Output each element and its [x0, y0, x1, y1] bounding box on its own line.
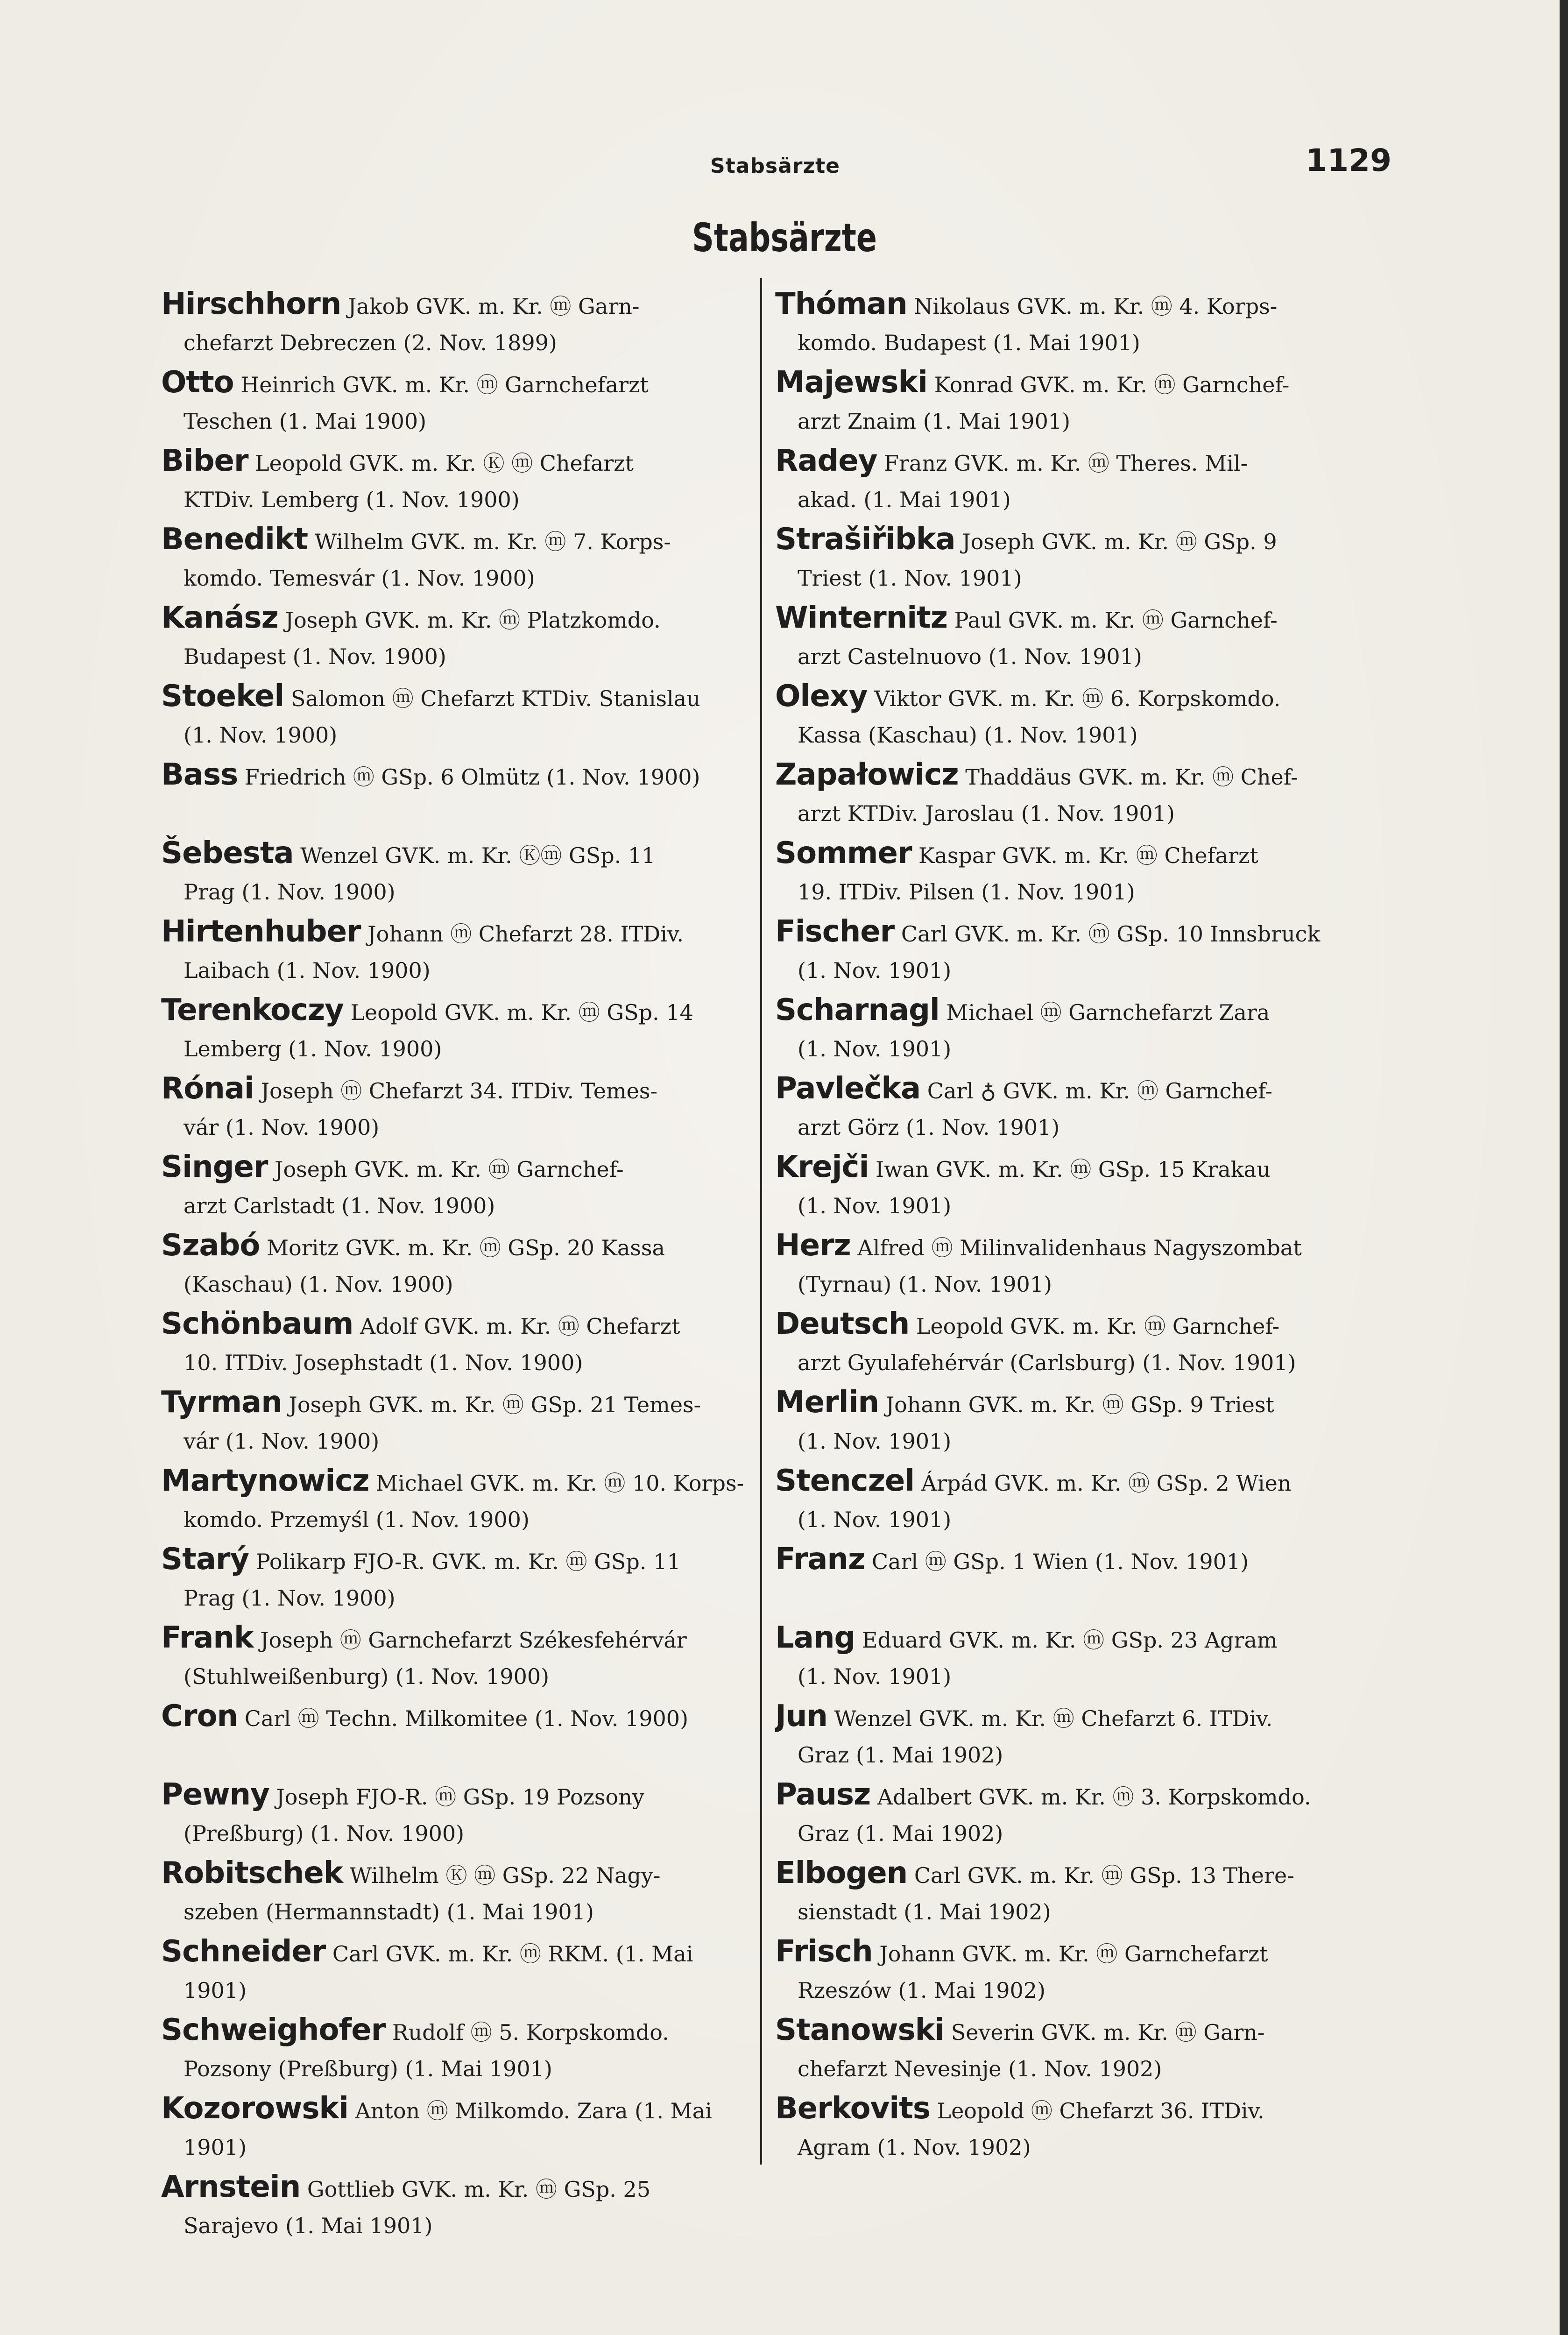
entry-surname: Deutsch [775, 1307, 910, 1341]
register-entry [775, 600, 1373, 678]
entry-first-line [775, 1149, 1373, 1188]
entry-surname: Olexy [775, 679, 868, 714]
entry-surname: Merlin [775, 1385, 879, 1420]
entry-first-line [161, 364, 759, 403]
entry-first-line [161, 1933, 759, 1972]
entry-first-line [775, 600, 1373, 638]
register-entry [161, 1541, 759, 1620]
register-entry [161, 1227, 759, 1306]
entry-continuation: (1. Nov. 1901) [798, 958, 952, 983]
entry-continuation: arzt Castelnuovo (1. Nov. 1901) [798, 644, 1142, 669]
entry-first-line [775, 2090, 1373, 2129]
entry-surname: Fischer [775, 914, 895, 949]
entry-details: Kaspar GVK. m. Kr. ⓜ Chefarzt [918, 843, 1258, 868]
entry-details: Carl GVK. m. Kr. ⓜ GSp. 10 Innsbruck [901, 921, 1321, 947]
entry-details: Alfred ⓜ Milinvalidenhaus Nagyszombat [857, 1235, 1302, 1260]
entry-continuation: Laibach (1. Nov. 1900) [184, 958, 431, 983]
register-entry [161, 364, 759, 443]
register-entry [775, 1541, 1373, 1620]
entry-details: Moritz GVK. m. Kr. ⓜ GSp. 20 Kassa [266, 1235, 665, 1260]
register-entry [775, 521, 1373, 600]
register-entry [161, 443, 759, 521]
entry-continuation: vár (1. Nov. 1900) [184, 1115, 380, 1140]
entry-details: Jakob GVK. m. Kr. ⓜ Garn- [347, 294, 640, 319]
entry-details: Carl ⓜ Techn. Milkomitee (1. Nov. 1900) [244, 1706, 689, 1731]
entry-continuation: Lemberg (1. Nov. 1900) [184, 1036, 442, 1061]
entry-details: Wilhelm GVK. m. Kr. ⓜ 7. Korps- [314, 529, 671, 554]
entry-continuation: (Stuhlweißenburg) (1. Nov. 1900) [184, 1664, 550, 1689]
entry-continuation: Teschen (1. Mai 1900) [184, 409, 427, 434]
entry-continuation: 19. ITDiv. Pilsen (1. Nov. 1901) [798, 879, 1135, 905]
entry-first-line [775, 1227, 1373, 1266]
entry-surname: Martynowicz [161, 1464, 369, 1498]
entry-continuation: (Kaschau) (1. Nov. 1900) [184, 1272, 453, 1297]
entry-first-line [775, 364, 1373, 403]
entry-first-line [161, 600, 759, 638]
entry-continuation: arzt Gyulafehérvár (Carlsburg) (1. Nov. 1901) [798, 1350, 1296, 1375]
entry-first-line [775, 1776, 1373, 1815]
entry-continuation: Sarajevo (1. Mai 1901) [184, 2213, 433, 2238]
entry-surname: Sommer [775, 836, 912, 870]
register-entry [161, 1384, 759, 1463]
entry-continuation: arzt Carlstadt (1. Nov. 1900) [184, 1193, 495, 1218]
entry-surname: Frisch [775, 1934, 873, 1969]
entry-details: Michael ⓜ Garnchefarzt Zara [946, 1000, 1270, 1025]
entry-details: Michael GVK. m. Kr. ⓜ 10. Korps- [376, 1471, 744, 1496]
entry-surname: Thóman [775, 287, 907, 321]
entry-continuation: (1. Nov. 1901) [798, 1429, 952, 1454]
entry-first-line [161, 443, 759, 481]
entry-continuation: (1. Nov. 1901) [798, 1193, 952, 1218]
entry-first-line [775, 1306, 1373, 1344]
register-entry [775, 1698, 1373, 1776]
entry-first-line [161, 2169, 759, 2208]
entry-details: Joseph ⓜ Chefarzt 34. ITDiv. Temes- [261, 1078, 657, 1104]
entry-details: Johann GVK. m. Kr. ⓜ Garnchefarzt [879, 1941, 1268, 1967]
entry-surname: Berkovits [775, 2091, 930, 2126]
left-column [161, 286, 759, 2247]
entry-surname: Pewny [161, 1777, 269, 1812]
register-entry [775, 1227, 1373, 1306]
entry-continuation: (Preßburg) (1. Nov. 1900) [184, 1821, 465, 1846]
entry-first-line [775, 1541, 1373, 1580]
entry-surname: Biber [161, 444, 248, 478]
entry-first-line [161, 286, 759, 325]
register-entry [775, 757, 1373, 835]
entry-continuation: arzt Znaim (1. Mai 1901) [798, 409, 1071, 434]
page-number: 1129 [1306, 142, 1391, 178]
entry-details: Friedrich ⓜ GSp. 6 Olmütz (1. Nov. 1900) [244, 764, 700, 790]
entry-first-line [775, 1620, 1373, 1658]
entry-first-line [775, 1384, 1373, 1423]
entry-surname: Strašiřibka [775, 522, 955, 557]
entry-details: Joseph GVK. m. Kr. ⓜ Garnchef- [275, 1157, 624, 1182]
entry-details: Severin GVK. m. Kr. ⓜ Garn- [951, 2020, 1265, 2045]
entry-surname: Šebesta [161, 836, 294, 870]
entry-continuation: Triest (1. Nov. 1901) [798, 566, 1022, 591]
entry-surname: Pavlečka [775, 1071, 921, 1106]
entry-details: Wenzel GVK. m. Kr. Ⓚⓜ GSp. 11 [300, 843, 656, 868]
entry-details: Carl GVK. m. Kr. ⓜ GSp. 13 There- [914, 1863, 1294, 1888]
entry-details: Wenzel GVK. m. Kr. ⓜ Chefarzt 6. ITDiv. [834, 1706, 1273, 1731]
entry-surname: Cron [161, 1699, 238, 1734]
register-entry [775, 364, 1373, 443]
entry-continuation: 1901) [184, 1978, 247, 2003]
register-entry [775, 1933, 1373, 2012]
entry-details: Joseph GVK. m. Kr. ⓜ GSp. 21 Temes- [289, 1392, 701, 1417]
register-entry [775, 1070, 1373, 1149]
entry-details: Joseph GVK. m. Kr. ⓜ Platzkomdo. [285, 608, 661, 633]
entry-first-line [775, 443, 1373, 481]
column-divider [760, 278, 762, 2165]
entry-details: Árpád GVK. m. Kr. ⓜ GSp. 2 Wien [921, 1471, 1292, 1496]
entry-surname: Hirtenhuber [161, 914, 361, 949]
entry-first-line [775, 2012, 1373, 2051]
entry-details: Leopold GVK. m. Kr. ⓜ GSp. 14 [350, 1000, 693, 1025]
entry-surname: Stanowski [775, 2013, 945, 2047]
entry-details: Carl ⓜ GSp. 1 Wien (1. Nov. 1901) [871, 1549, 1249, 1574]
register-entry [161, 1855, 759, 1933]
register-entry [775, 678, 1373, 757]
entry-continuation: Graz (1. Mai 1902) [798, 1742, 1003, 1768]
right-column [775, 286, 1373, 2169]
register-entry [161, 1620, 759, 1698]
entry-details: Carl GVK. m. Kr. ⓜ RKM. (1. Mai [332, 1941, 693, 1967]
entry-continuation: Budapest (1. Nov. 1900) [184, 644, 446, 669]
register-entry [161, 835, 759, 913]
entry-first-line [161, 757, 759, 795]
entry-first-line [775, 286, 1373, 325]
entry-surname: Terenkoczy [161, 993, 344, 1027]
entry-details: Joseph ⓜ Garnchefarzt Székesfehérvár [260, 1627, 687, 1653]
entry-details: Konrad GVK. m. Kr. ⓜ Garnchef- [934, 372, 1290, 397]
entry-continuation: komdo. Budapest (1. Mai 1901) [798, 330, 1140, 355]
entry-first-line [161, 1776, 759, 1815]
entry-details: Nikolaus GVK. m. Kr. ⓜ 4. Korps- [914, 294, 1278, 319]
entry-first-line [161, 521, 759, 560]
register-entry [775, 1149, 1373, 1227]
entry-first-line [161, 2090, 759, 2129]
register-entry [161, 286, 759, 364]
entry-details: Johann ⓜ Chefarzt 28. ITDiv. [367, 921, 684, 947]
entry-details: Franz GVK. m. Kr. ⓜ Theres. Mil- [884, 451, 1248, 476]
entry-surname: Benedikt [161, 522, 308, 557]
entry-details: Leopold GVK. m. Kr. Ⓚ ⓜ Chefarzt [255, 451, 634, 476]
entry-surname: Scharnagl [775, 993, 939, 1027]
entry-details: Paul GVK. m. Kr. ⓜ Garnchef- [954, 608, 1278, 633]
entry-details: Wilhelm Ⓚ ⓜ GSp. 22 Nagy- [349, 1863, 661, 1888]
entry-surname: Rónai [161, 1071, 254, 1106]
register-entry [161, 1070, 759, 1149]
entry-surname: Otto [161, 365, 234, 400]
register-entry [775, 1306, 1373, 1384]
entry-continuation: (1. Nov. 1901) [798, 1036, 952, 1061]
entry-surname: Singer [161, 1150, 268, 1184]
entry-continuation: Pozsony (Preßburg) (1. Mai 1901) [184, 2056, 552, 2081]
register-entry [775, 992, 1373, 1070]
entry-details: Anton ⓜ Milkomdo. Zara (1. Mai [355, 2098, 712, 2123]
register-entry [161, 1933, 759, 2012]
register-entry [161, 1463, 759, 1541]
entry-details: Iwan GVK. m. Kr. ⓜ GSp. 15 Krakau [876, 1157, 1271, 1182]
entry-continuation: 10. ITDiv. Josephstadt (1. Nov. 1900) [184, 1350, 583, 1375]
entry-first-line [775, 1855, 1373, 1894]
entry-first-line [775, 1698, 1373, 1737]
entry-details: Adolf GVK. m. Kr. ⓜ Chefarzt [360, 1314, 680, 1339]
entry-details: Viktor GVK. m. Kr. ⓜ 6. Korpskomdo. [874, 686, 1281, 711]
entry-continuation: (1. Nov. 1901) [798, 1664, 952, 1689]
entry-surname: Schneider [161, 1934, 326, 1969]
entry-surname: Starý [161, 1542, 249, 1577]
entry-continuation: chefarzt Nevesinje (1. Nov. 1902) [798, 2056, 1162, 2081]
entry-first-line [161, 1227, 759, 1266]
entry-surname: Elbogen [775, 1856, 908, 1890]
entry-details: Gottlieb GVK. m. Kr. ⓜ GSp. 25 [307, 2177, 651, 2202]
entry-continuation: chefarzt Debreczen (2. Nov. 1899) [184, 330, 557, 355]
entry-surname: Stoekel [161, 679, 284, 714]
register-entry [775, 443, 1373, 521]
entry-first-line [161, 1306, 759, 1344]
entry-details: Adalbert GVK. m. Kr. ⓜ 3. Korpskomdo. [877, 1784, 1311, 1810]
entry-first-line [775, 992, 1373, 1031]
entry-surname: Lang [775, 1620, 855, 1655]
entry-continuation: (Tyrnau) (1. Nov. 1901) [798, 1272, 1052, 1297]
entry-surname: Frank [161, 1620, 254, 1655]
entry-continuation: akad. (1. Mai 1901) [798, 487, 1011, 512]
entry-first-line [775, 757, 1373, 795]
entry-details: Carl ♁ GVK. m. Kr. ⓜ Garnchef- [927, 1078, 1272, 1104]
entry-surname: Pausz [775, 1777, 871, 1812]
entry-surname: Hirschhorn [161, 287, 341, 321]
entry-continuation: sienstadt (1. Mai 1902) [798, 1899, 1051, 1925]
register-entry [775, 1384, 1373, 1463]
register-entry [775, 286, 1373, 364]
register-entry [161, 757, 759, 835]
register-entry [775, 1620, 1373, 1698]
entry-continuation: Rzeszów (1. Mai 1902) [798, 1978, 1045, 2003]
entry-details: Eduard GVK. m. Kr. ⓜ GSp. 23 Agram [862, 1627, 1278, 1653]
entry-surname: Tyrman [161, 1385, 282, 1420]
register-entry [161, 2090, 759, 2169]
register-entry [775, 2090, 1373, 2169]
entry-continuation: (1. Nov. 1900) [184, 722, 338, 748]
entry-surname: Winternitz [775, 601, 947, 635]
entry-continuation: Prag (1. Nov. 1900) [184, 879, 396, 905]
entry-surname: Arnstein [161, 2170, 301, 2204]
entry-first-line [161, 1463, 759, 1501]
register-entry [161, 913, 759, 992]
entry-first-line [161, 1855, 759, 1894]
entry-first-line [775, 1070, 1373, 1109]
entry-surname: Kozorowski [161, 2091, 348, 2126]
register-entry [161, 600, 759, 678]
entry-first-line [161, 835, 759, 874]
entry-details: Polikarp FJO-R. GVK. m. Kr. ⓜ GSp. 11 [255, 1549, 681, 1574]
entry-continuation: Agram (1. Nov. 1902) [798, 2135, 1031, 2160]
entry-continuation: Kassa (Kaschau) (1. Nov. 1901) [798, 722, 1138, 748]
register-entry [161, 1149, 759, 1227]
page-edge-shadow [1560, 0, 1568, 2335]
entry-details: Leopold GVK. m. Kr. ⓜ Garnchef- [916, 1314, 1280, 1339]
entry-first-line [775, 678, 1373, 717]
entry-first-line [775, 1463, 1373, 1501]
register-entry [161, 2012, 759, 2090]
entry-surname: Jun [775, 1699, 827, 1734]
entry-first-line [161, 1541, 759, 1580]
entry-details: Joseph GVK. m. Kr. ⓜ GSp. 9 [962, 529, 1277, 554]
entry-surname: Radey [775, 444, 877, 478]
entry-surname: Stenczel [775, 1464, 915, 1498]
register-entry [161, 521, 759, 600]
entry-surname: Herz [775, 1228, 851, 1263]
register-entry [161, 992, 759, 1070]
entry-surname: Schönbaum [161, 1307, 353, 1341]
entry-continuation: Graz (1. Mai 1902) [798, 1821, 1003, 1846]
register-entry [775, 1776, 1373, 1855]
entry-continuation: vár (1. Nov. 1900) [184, 1429, 380, 1454]
entry-continuation: Prag (1. Nov. 1900) [184, 1585, 396, 1611]
entry-first-line [161, 678, 759, 717]
entry-first-line [161, 1070, 759, 1109]
register-entry [161, 1306, 759, 1384]
entry-first-line [775, 521, 1373, 560]
register-entry [161, 1776, 759, 1855]
entry-details: Leopold ⓜ Chefarzt 36. ITDiv. [937, 2098, 1264, 2123]
entry-details: Rudolf ⓜ 5. Korpskomdo. [392, 2020, 669, 2045]
entry-first-line [775, 835, 1373, 874]
entry-surname: Bass [161, 757, 238, 792]
running-title: Stabsärzte [710, 154, 840, 178]
register-entry [161, 2169, 759, 2247]
entry-continuation: arzt KTDiv. Jaroslau (1. Nov. 1901) [798, 801, 1175, 826]
entry-continuation: komdo. Temesvár (1. Nov. 1900) [184, 566, 535, 591]
register-entry [161, 678, 759, 757]
entry-details: Thaddäus GVK. m. Kr. ⓜ Chef- [965, 764, 1298, 790]
entry-first-line [161, 2012, 759, 2051]
entry-continuation: komdo. Przemyśl (1. Nov. 1900) [184, 1507, 530, 1532]
entry-surname: Szabó [161, 1228, 260, 1263]
register-entry [161, 1698, 759, 1776]
entry-surname: Majewski [775, 365, 927, 400]
register-entry [775, 1463, 1373, 1541]
entry-first-line [161, 1620, 759, 1658]
entry-details: Joseph FJO-R. ⓜ GSp. 19 Pozsony [276, 1784, 644, 1810]
entry-first-line [775, 913, 1373, 952]
entry-first-line [161, 913, 759, 952]
entry-continuation: KTDiv. Lemberg (1. Nov. 1900) [184, 487, 520, 512]
entry-details: Heinrich GVK. m. Kr. ⓜ Garnchefarzt [240, 372, 649, 397]
entry-first-line [161, 1384, 759, 1423]
entry-surname: Franz [775, 1542, 865, 1577]
entry-surname: Schweighofer [161, 2013, 386, 2047]
section-title: Stabsärzte [692, 215, 877, 261]
register-entry [775, 2012, 1373, 2090]
entry-surname: Krejči [775, 1150, 869, 1184]
entry-continuation: arzt Görz (1. Nov. 1901) [798, 1115, 1060, 1140]
entry-surname: Kanász [161, 601, 278, 635]
entry-first-line [775, 1933, 1373, 1972]
entry-first-line [161, 1698, 759, 1737]
entry-first-line [161, 1149, 759, 1188]
register-entry [775, 1855, 1373, 1933]
register-entry [775, 835, 1373, 913]
entry-continuation: 1901) [184, 2135, 247, 2160]
entry-details: Salomon ⓜ Chefarzt KTDiv. Stanislau [290, 686, 700, 711]
entry-continuation: szeben (Hermannstadt) (1. Mai 1901) [184, 1899, 594, 1925]
entry-first-line [161, 992, 759, 1031]
entry-continuation: (1. Nov. 1901) [798, 1507, 952, 1532]
entry-surname: Robitschek [161, 1856, 343, 1890]
entry-surname: Zapałowicz [775, 757, 959, 792]
entry-details: Johann GVK. m. Kr. ⓜ GSp. 9 Triest [885, 1392, 1274, 1417]
register-entry [775, 913, 1373, 992]
